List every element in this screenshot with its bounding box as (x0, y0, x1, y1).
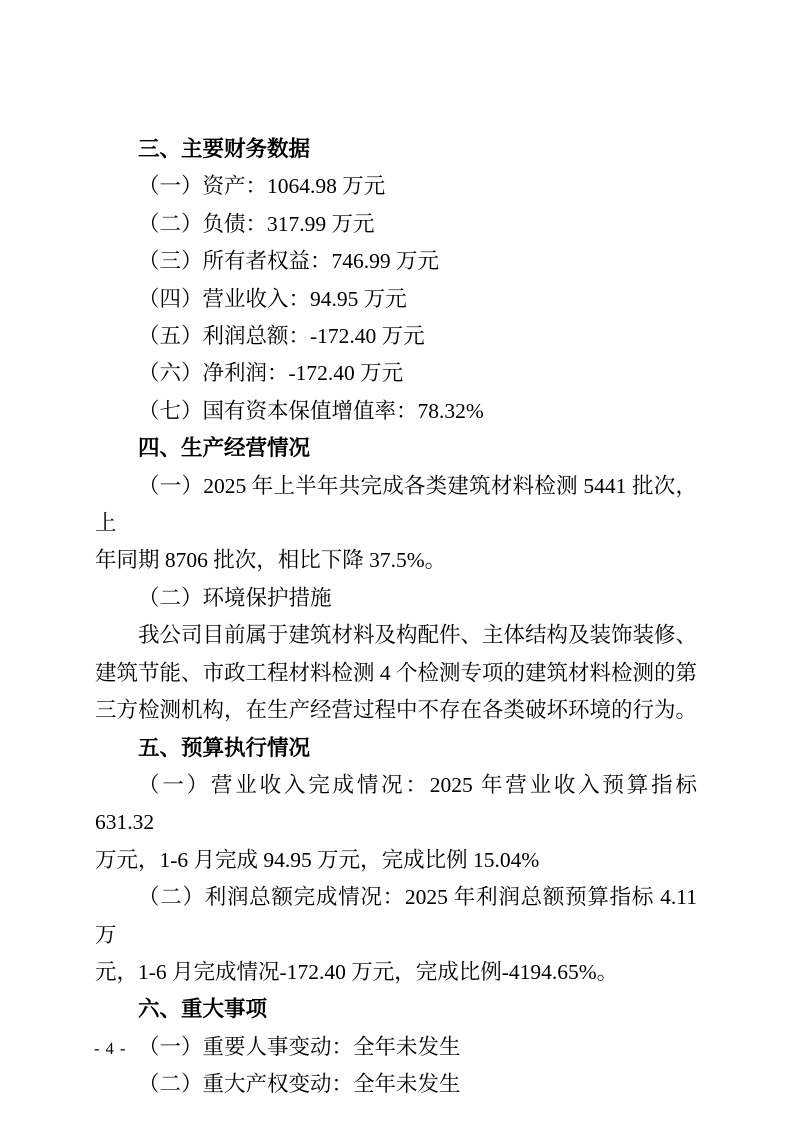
text-line: （二）利润总额完成情况：2025 年利润总额预算指标 4.11 万 (95, 885, 697, 947)
text-line: 年同期 8706 批次，相比下降 37.5%。 (95, 548, 447, 573)
text-line: 元，1-6 月完成情况-172.40 万元，完成比例-4194.65%。 (95, 959, 619, 984)
text-line: （三）所有者权益：746.99 万元 (138, 249, 440, 274)
text-line: （六）净利润：-172.40 万元 (138, 361, 404, 386)
text-line: （二）负债：317.99 万元 (138, 211, 375, 236)
section-heading: 六、重大事项 (138, 997, 268, 1022)
text-line: （一）重要人事变动：全年未发生 (138, 1034, 461, 1059)
section-heading: 五、预算执行情况 (138, 735, 311, 760)
text-line: 万元，1-6 月完成 94.95 万元，完成比例 15.04% (95, 847, 540, 872)
text-line: （五）利润总额：-172.40 万元 (138, 324, 425, 349)
section-heading: 四、生产经营情况 (138, 436, 311, 461)
section-heading: 三、主要财务数据 (138, 137, 311, 161)
page-number: - 4 - (94, 1039, 127, 1058)
text-line: （七）国有资本保值增值率：78.32% (138, 398, 484, 423)
text-line: （一）资产：1064.98 万元 (138, 174, 386, 199)
text-line: （一）营业收入完成情况：2025 年营业收入预算指标 631.32 (95, 772, 697, 835)
text-line: （四）营业收入：94.95 万元 (138, 286, 407, 311)
text-line: 三方检测机构，在生产经营过程中不存在各类破坏环境的行为。 (95, 698, 698, 723)
text-line: 建筑节能、市政工程材料检测 4 个检测专项的建筑材料检测的第 (95, 660, 698, 685)
text-line: （二）重大产权变动：全年未发生 (138, 1072, 461, 1097)
text-line: 我公司目前属于建筑材料及构配件、主体结构及装饰装修、 (138, 623, 698, 648)
document-body (95, 131, 697, 1104)
text-line: （二）环境保护措施 (138, 585, 332, 610)
text-line: （一）2025 年上半年共完成各类建筑材料检测 5441 批次，上 (95, 473, 697, 536)
